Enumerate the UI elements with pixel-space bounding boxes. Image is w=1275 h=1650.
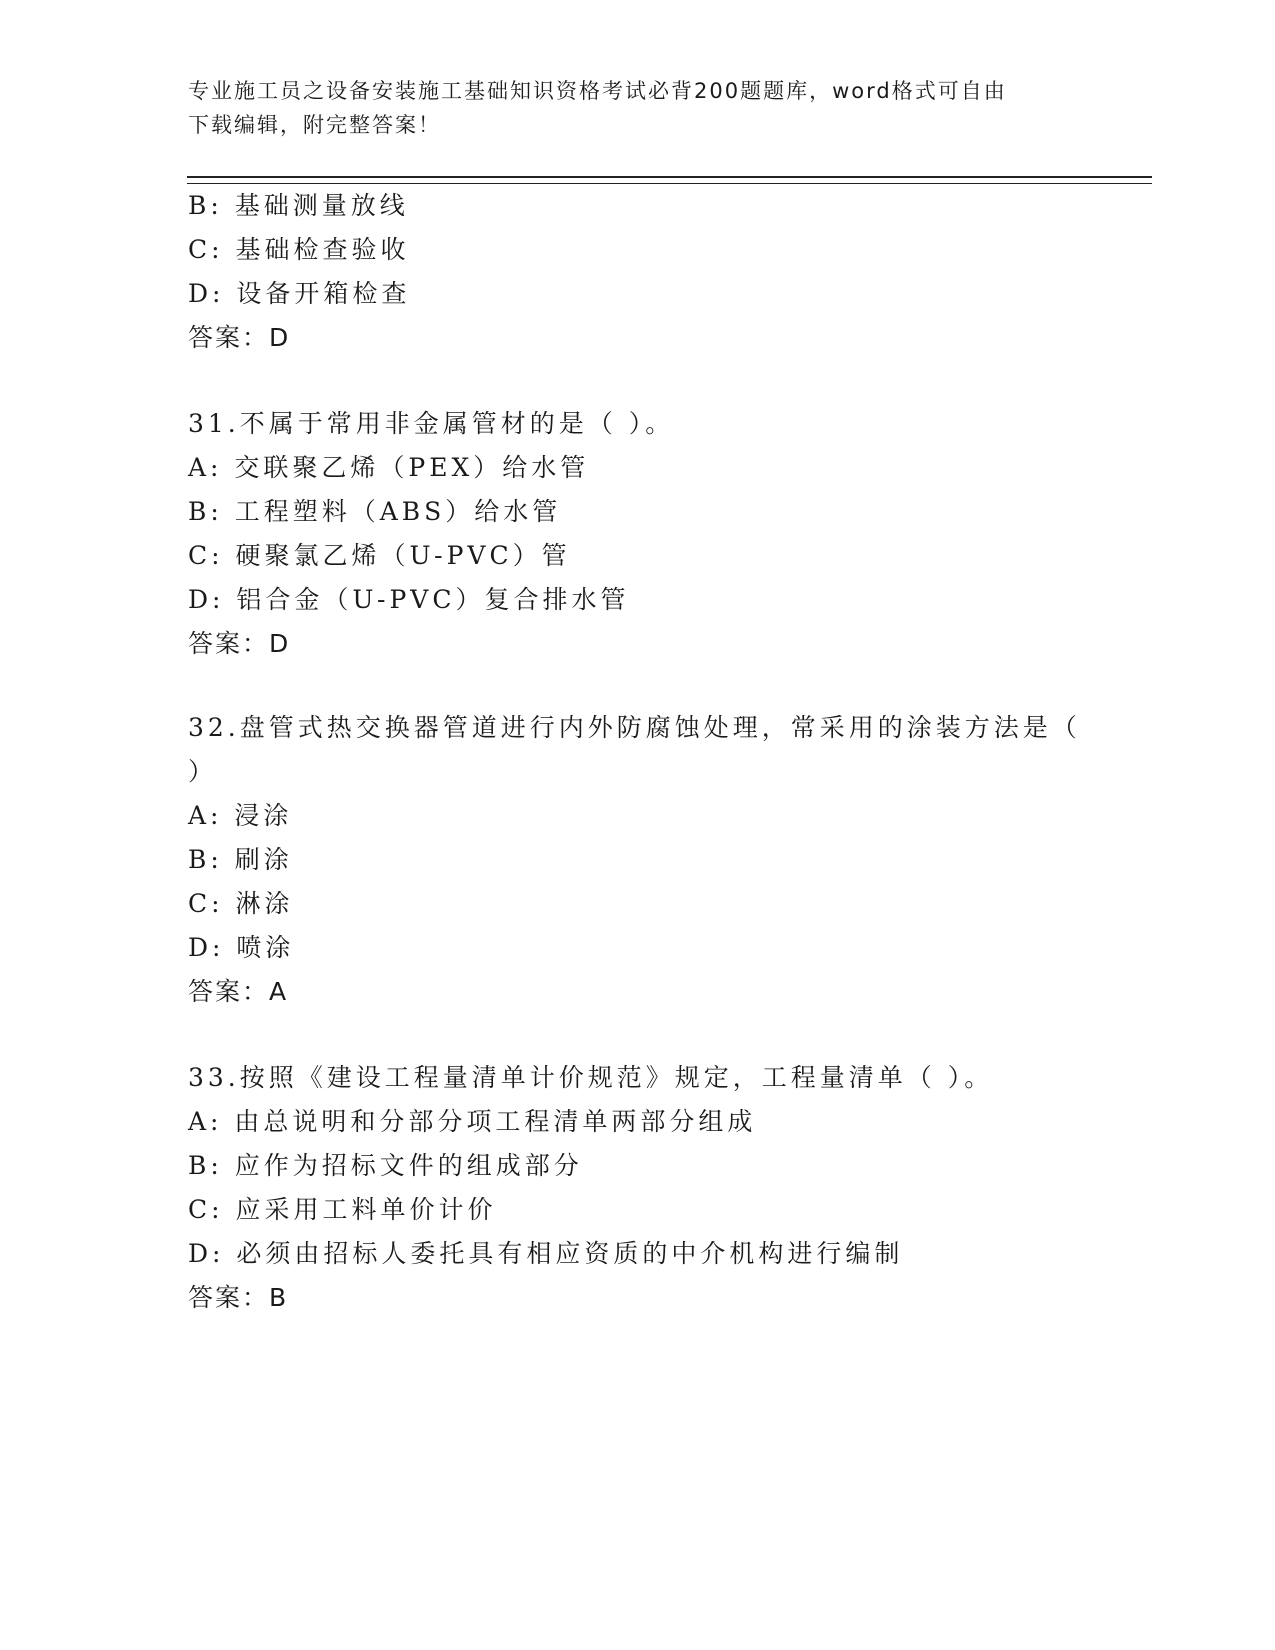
answer-line: 答案：D — [188, 323, 291, 352]
option-b: B: 应作为招标文件的组成部分 — [188, 1151, 583, 1180]
option-a: A: 由总说明和分部分项工程清单两部分组成 — [188, 1107, 757, 1136]
option-d: D: 设备开箱检查 — [188, 279, 411, 308]
answer-line: 答案：B — [188, 1283, 289, 1312]
answer-line: 答案：D — [188, 629, 291, 658]
option-d: D: 铝合金（U-PVC）复合排水管 — [188, 585, 630, 614]
document-header — [188, 74, 1068, 142]
option-c: C: 基础检查验收 — [188, 235, 410, 264]
option-d: D: 必须由招标人委托具有相应资质的中介机构进行编制 — [188, 1239, 904, 1268]
header-line-1: 专业施工员之设备安装施工基础知识资格考试必背200题题库，word格式可自由 — [188, 79, 1007, 103]
option-b: B: 工程塑料（ABS）给水管 — [188, 497, 562, 526]
question-stem: 32.盘管式热交换器管道进行内外防腐蚀处理，常采用的涂装方法是（ — [188, 713, 1081, 742]
header-line-2: 下载编辑，附完整答案！ — [188, 113, 441, 137]
option-a: A: 浸涂 — [188, 801, 293, 830]
answer-line: 答案：A — [188, 977, 289, 1006]
option-b: B: 刷涂 — [188, 845, 293, 874]
option-a: A: 交联聚乙烯（PEX）给水管 — [188, 453, 590, 482]
option-c: C: 淋涂 — [188, 889, 294, 918]
option-c: C: 硬聚氯乙烯（U-PVC）管 — [188, 541, 571, 570]
option-b: B: 基础测量放线 — [188, 191, 409, 220]
option-d: D: 喷涂 — [188, 933, 295, 962]
question-stem-continued: ） — [188, 757, 218, 786]
question-stem: 31.不属于常用非金属管材的是（ ）。 — [188, 409, 675, 438]
option-c: C: 应采用工料单价计价 — [188, 1195, 497, 1224]
question-stem: 33.按照《建设工程量清单计价规范》规定，工程量清单（ ）。 — [188, 1063, 994, 1092]
header-divider — [187, 176, 1152, 184]
